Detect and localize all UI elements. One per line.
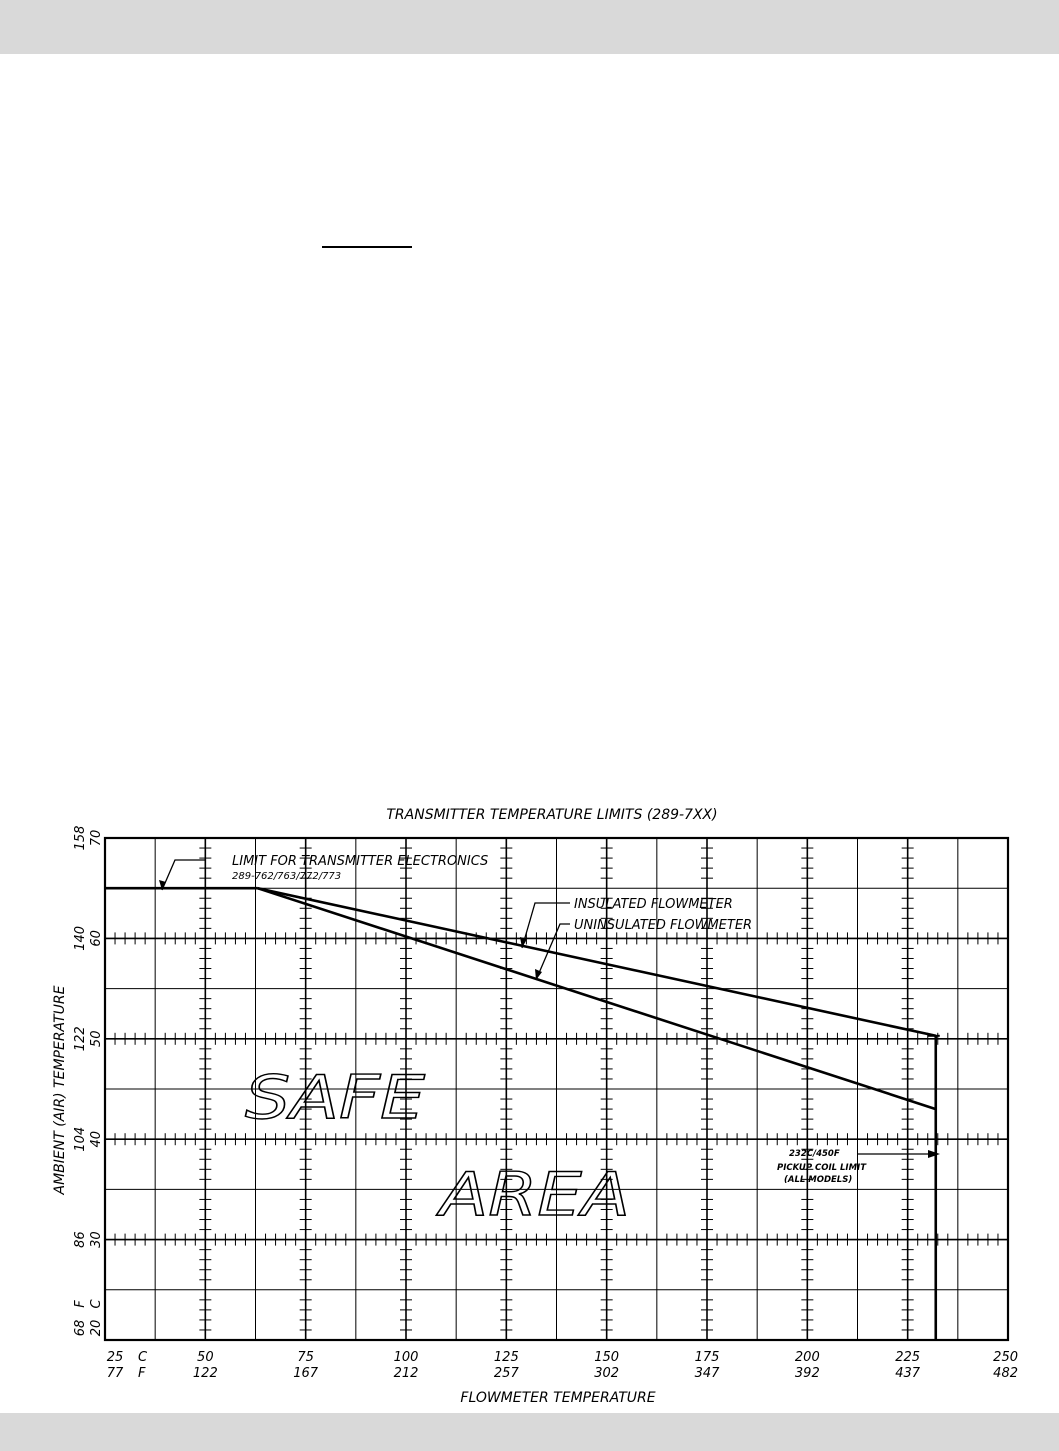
y-axis-title: AMBIENT (AIR) TEMPERATURE xyxy=(52,985,68,1195)
big-labels xyxy=(245,1063,630,1230)
y-unit-c: C xyxy=(89,1299,104,1309)
y-tick-label-c: 20 xyxy=(89,1319,104,1337)
y-tick-label-c: 30 xyxy=(89,1231,104,1248)
x-tick-label-f: 257 xyxy=(493,1366,519,1381)
y-tick-label-c: 70 xyxy=(89,829,104,847)
y-tick-label-f: 68 xyxy=(73,1319,88,1337)
temperature-limits-chart xyxy=(0,790,1059,1410)
x-tick-label-c: 125 xyxy=(493,1350,519,1365)
y-tick-label-f: 104 xyxy=(73,1126,88,1152)
y-unit-f: F xyxy=(73,1300,88,1308)
x-tick-label-c: 50 xyxy=(197,1350,214,1365)
x-axis-title: FLOWMETER TEMPERATURE xyxy=(460,1390,656,1406)
bottom-band xyxy=(0,1413,1059,1451)
insulated-flowmeter-label: INSULATED FLOWMETER xyxy=(574,897,733,912)
x-tick-label-f: 347 xyxy=(694,1366,720,1381)
x-tick-label-c: 175 xyxy=(694,1350,720,1365)
x-unit-f: F xyxy=(138,1366,146,1381)
electronics-limit-label: LIMIT FOR TRANSMITTER ELECTRONICS xyxy=(232,854,489,869)
y-tick-label-f: 140 xyxy=(73,925,88,951)
x-tick-label-f: 482 xyxy=(993,1366,1018,1381)
coil-limit-label-3: (ALL MODELS) xyxy=(784,1175,853,1185)
x-tick-label-f: 302 xyxy=(594,1366,620,1381)
x-tick-label-c: 75 xyxy=(297,1350,314,1365)
y-tick-label-f: 86 xyxy=(73,1231,88,1248)
electronics-models-label: 289-762/763/772/773 xyxy=(232,871,342,882)
y-tick-label-c: 60 xyxy=(89,930,104,947)
x-tick-label-c: 100 xyxy=(393,1350,419,1365)
x-tick-label-c: 150 xyxy=(594,1350,620,1365)
top-band xyxy=(0,0,1059,54)
x-tick-label-f: 167 xyxy=(293,1366,319,1381)
uninsulated-flowmeter-label: UNINSULATED FLOWMETER xyxy=(574,918,753,933)
coil-limit-label-2: PICKUP COIL LIMIT xyxy=(777,1163,867,1173)
area-label: AREA xyxy=(435,1160,630,1230)
electronics-leader xyxy=(162,860,205,890)
x-tick-label-f: 437 xyxy=(895,1366,921,1381)
coil-arrowhead xyxy=(928,1150,940,1158)
x-tick-label-f: 122 xyxy=(192,1366,218,1381)
safe-label: SAFE xyxy=(245,1063,426,1133)
y-tick-label-f: 122 xyxy=(73,1026,88,1052)
axis-tick-labels xyxy=(73,826,1018,1381)
y-tick-label-c: 50 xyxy=(89,1030,104,1048)
x-tick-label-c: 225 xyxy=(895,1350,921,1365)
chart-title: TRANSMITTER TEMPERATURE LIMITS (289-7XX) xyxy=(386,807,718,823)
x-unit-c: C xyxy=(138,1350,148,1365)
x-tick-label-c: 25 xyxy=(106,1350,124,1365)
y-tick-label-c: 40 xyxy=(89,1130,104,1148)
rule-line xyxy=(322,246,412,248)
series-lines xyxy=(105,860,940,1340)
y-tick-label-f: 158 xyxy=(73,825,88,851)
x-tick-label-f: 212 xyxy=(393,1366,419,1381)
x-tick-label-c: 200 xyxy=(794,1350,820,1365)
x-tick-label-f: 77 xyxy=(106,1366,124,1381)
x-tick-label-c: 250 xyxy=(993,1350,1018,1365)
x-tick-label-f: 392 xyxy=(794,1366,820,1381)
coil-limit-label-1: 232C/450F xyxy=(789,1149,840,1159)
